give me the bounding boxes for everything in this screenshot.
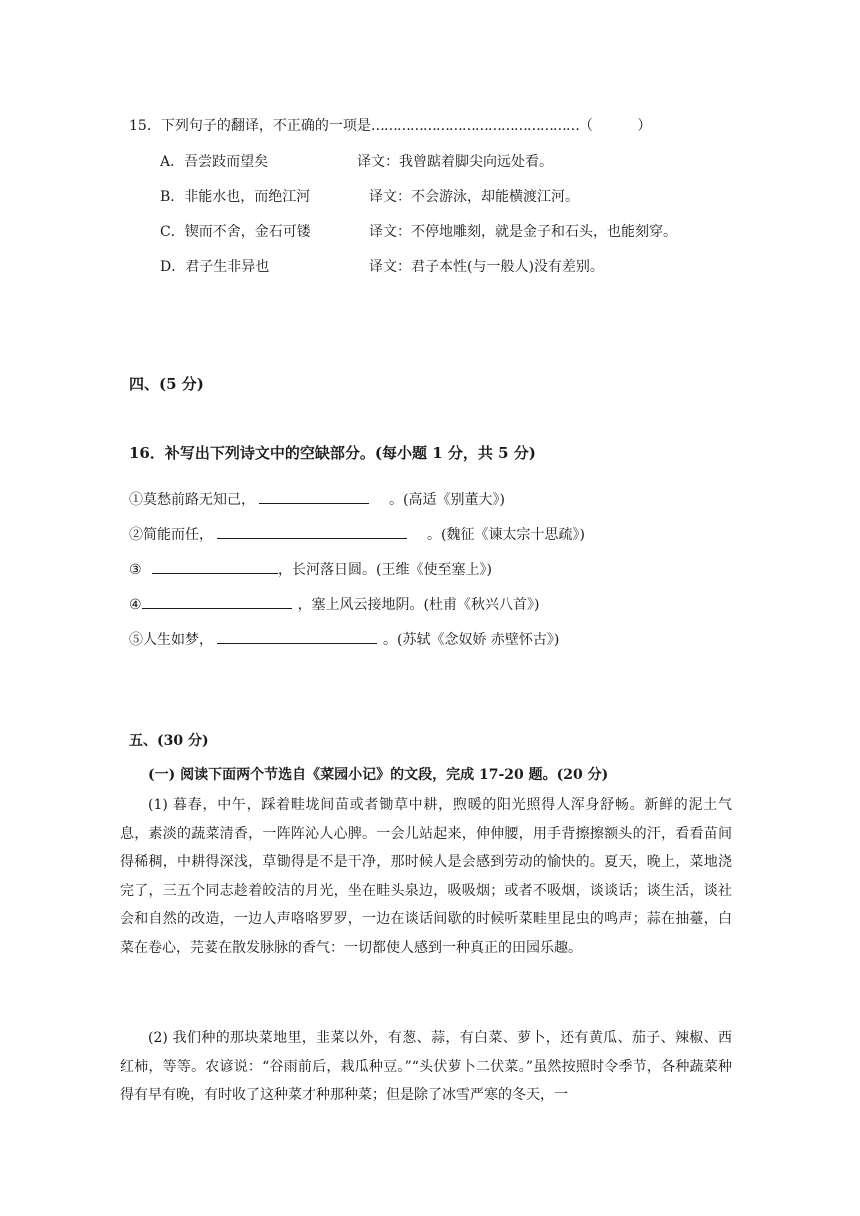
fill-item-5-before: ⑤人生如梦，: [129, 632, 213, 648]
fill-item-1-after: 。(高适《别董大》): [389, 492, 505, 508]
option-c-sentence: C．锲而不舍，金石可镂: [160, 224, 311, 240]
option-d-translation: 译文：君子本性(与一般人)没有差别。: [369, 259, 604, 275]
fill-item-4-before: ④: [129, 597, 142, 613]
answer-blank-3[interactable]: [152, 559, 278, 574]
option-a-translation: 译文：我曾踮着脚尖向远处看。: [357, 154, 553, 170]
option-d-sentence: D．君子生非异也: [160, 259, 270, 275]
passage-paragraph-2: (2) 我们种的那块菜地里，韭菜以外，有葱、蒜，有白菜、萝卜，还有黄瓜、茄子、辣椒、西红柿，等等。农谚说：“谷雨前后，栽瓜种豆。”“头伏萝卜二伏菜。”虽然按照时令季节，各种蔬菜种得有早有晚，有时收了这种菜才种那种菜；但是除了冰雪严寒的冬天，一: [120, 1030, 732, 1103]
section-5-heading: 五、(30 分): [129, 733, 209, 749]
option-b-sentence: B．非能水也，而绝江河: [160, 189, 311, 205]
question-16-stem: 16．补写出下列诗文中的空缺部分。(每小题 1 分，共 5 分): [129, 444, 536, 462]
answer-blank-5[interactable]: [217, 629, 377, 644]
option-c: [160, 223, 311, 241]
question-15-dots: …………………………………………: [370, 118, 579, 134]
option-b: [160, 188, 310, 206]
fill-item-2-after: 。(魏征《谏太宗十思疏》): [427, 527, 585, 543]
fill-item-3-after: ，长河落日圆。(王维《使至塞上》): [278, 562, 492, 578]
fill-item-5: [129, 629, 559, 649]
option-d: [160, 258, 269, 276]
fill-item-1: [129, 489, 505, 509]
question-15-stem: [129, 117, 651, 135]
fill-item-5-after: 。(苏轼《念奴娇 赤壁怀古》): [383, 632, 560, 648]
fill-item-2: [129, 524, 585, 544]
option-a: [160, 153, 268, 171]
fill-item-4: [129, 594, 540, 614]
passage-paragraph-1: (1) 暮春，中午，踩着畦垅间苗或者锄草中耕，煦暖的阳光照得人浑身舒畅。新鲜的泥土气息，素淡的蔬菜清香，一阵阵沁人心脾。一会儿站起来，伸伸腰，用手背擦擦额头的汗，看看苗间得稀稠，中耕得深浅，草锄得是不是干净，那时候人是会感到劳动的愉快的。夏天，晚上，菜地浇完了，三五个同志趁着皎洁的月光，坐在畦头泉边，吸吸烟；或者不吸烟，谈谈话；谈生活，谈社会和自然的改造，一边人声咯咯罗罗，一边在谈话间歇的时候听菜畦里昆虫的鸣声；蒜在抽薹，白菜在卷心，芫荽在散发脉脉的香气：一切都使人感到一种真正的田园乐趣。: [120, 797, 732, 956]
section-4-heading: 四、(5 分): [129, 375, 204, 393]
reading-sub-heading: (一) 阅读下面两个节选自《菜园小记》的文段，完成 17-20 题。(20 分): [148, 767, 609, 783]
answer-blank-2[interactable]: [217, 524, 407, 539]
option-b-translation: 译文：不会游泳，却能横渡江河。: [369, 189, 579, 205]
fill-item-1-before: ①莫愁前路无知己，: [129, 492, 255, 508]
fill-item-3: [129, 559, 492, 579]
option-a-sentence: A．吾尝跂而望矣: [160, 154, 269, 170]
fill-item-4-after: ，塞上风云接地阴。(杜甫《秋兴八首》): [297, 597, 540, 613]
answer-blank-1[interactable]: [259, 489, 369, 504]
option-c-translation: 译文：不停地雕刻，就是金子和石头，也能刻穿。: [369, 224, 677, 240]
fill-item-2-before: ②简能而任，: [129, 527, 213, 543]
question-15-bracket: （ ）: [578, 118, 652, 134]
question-15-text: 15．下列句子的翻译，不正确的一项是: [129, 118, 371, 134]
fill-item-3-before: ③: [129, 562, 147, 578]
answer-blank-4[interactable]: [142, 594, 292, 609]
